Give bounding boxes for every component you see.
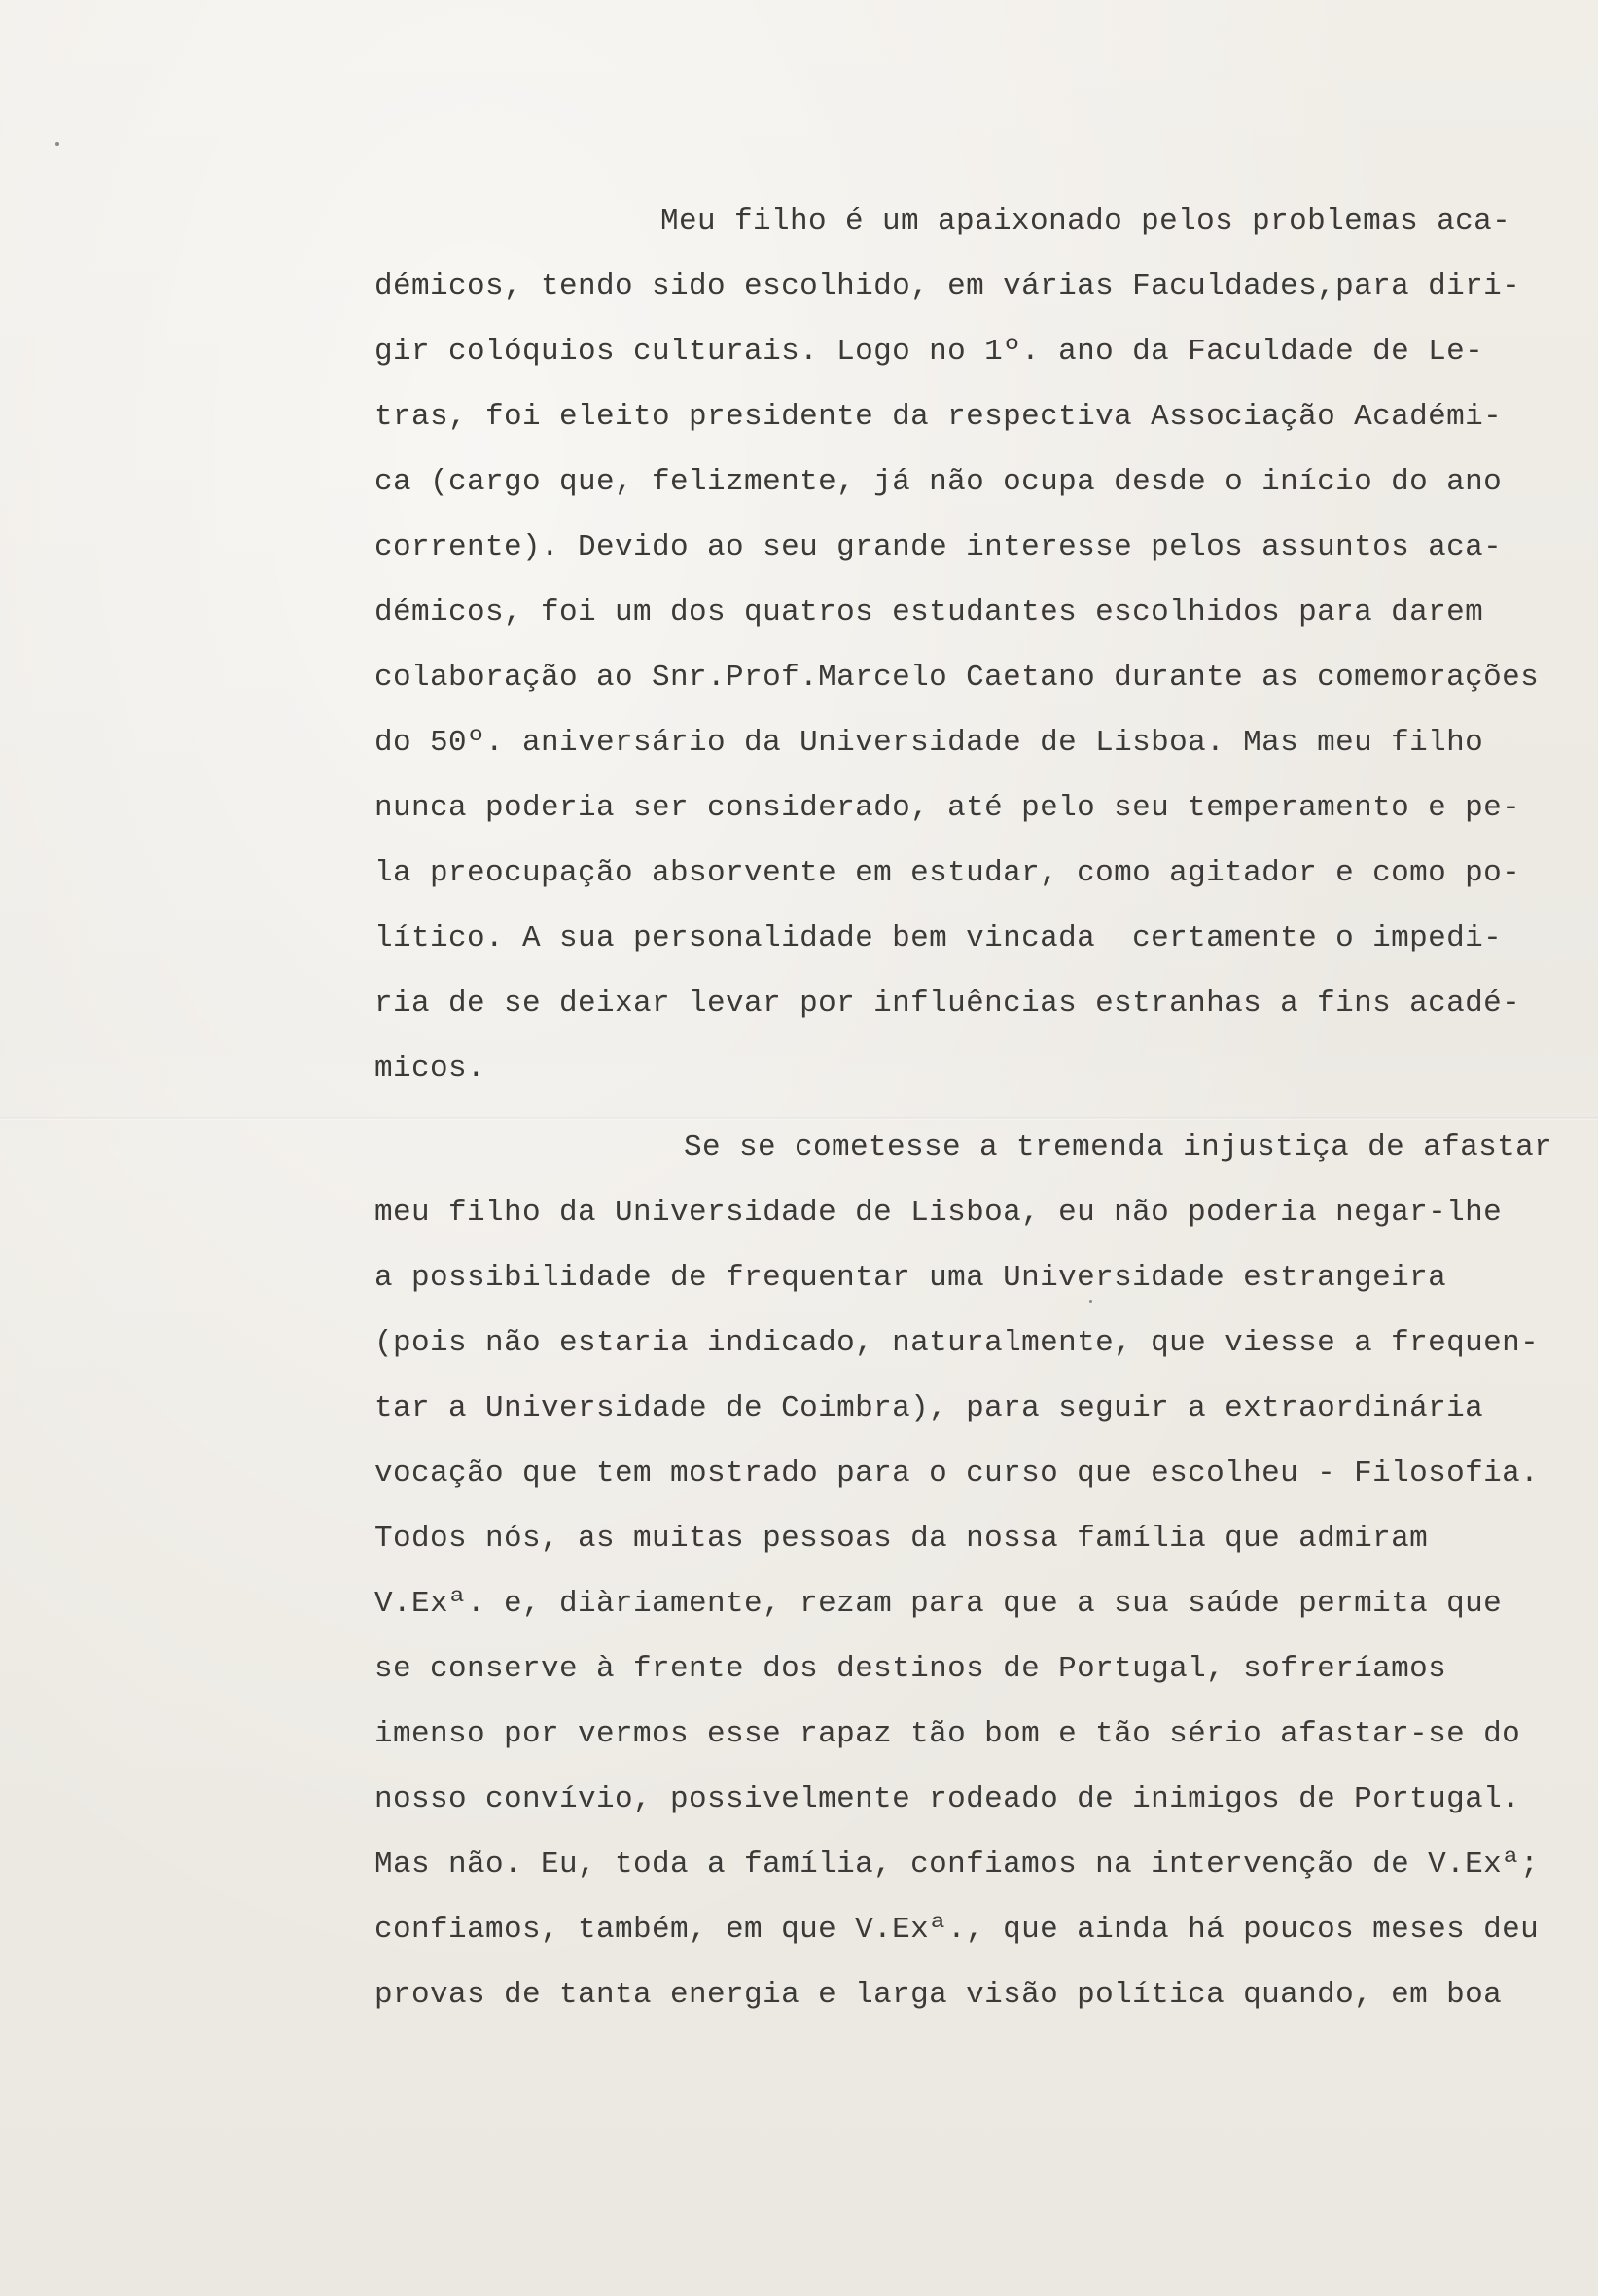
paragraph [374,189,1590,1101]
text-line: démicos, foi um dos quatros estudantes escolhidos para darem [374,595,1484,629]
text-line: Meu filho é um apaixonado pelos problemas aca- [660,204,1511,238]
text-line: gir colóquios culturais. Logo no 1º. ano da Faculdade de Le- [374,335,1484,369]
text-line: provas de tanta energia e larga visão política quando, em boa [374,1978,1503,2012]
text-line: Todos nós, as muitas pessoas da nossa família que admiram [374,1522,1429,1556]
text-line: tar a Universidade de Coimbra), para seguir a extraordinária [374,1391,1484,1425]
text-line: se conserve à frente dos destinos de Portugal, sofreríamos [374,1652,1447,1686]
text-line: nunca poderia ser considerado, até pelo seu temperamento e pe- [374,791,1521,825]
text-line: confiamos, também, em que V.Exª., que ainda há poucos meses deu [374,1913,1540,1947]
text-line: vocação que tem mostrado para o curso que escolheu - Filosofia. [374,1456,1540,1490]
text-line: Se se cometesse a tremenda injustiça de afastar [684,1130,1553,1165]
text-line: ca (cargo que, felizmente, já não ocupa desde o início do ano [374,465,1503,499]
paragraph [374,1115,1590,2027]
text-line: imenso por vermos esse rapaz tão bom e tão sério afastar-se do [374,1717,1521,1751]
paper-speck [55,142,59,146]
letter-body [374,189,1590,2027]
text-line: (pois não estaria indicado, naturalmente, que viesse a frequen- [374,1326,1540,1360]
text-line: la preocupação absorvente em estudar, como agitador e como po- [374,856,1521,890]
text-line: micos. [374,1052,486,1086]
text-line: do 50º. aniversário da Universidade de Lisboa. Mas meu filho [374,726,1484,760]
text-line: démicos, tendo sido escolhido, em várias Faculdades,para diri- [374,269,1521,304]
text-line: tras, foi eleito presidente da respectiva Associação Académi- [374,400,1503,434]
text-line: ria de se deixar levar por influências estranhas a fins acadé- [374,987,1521,1021]
text-line: nosso convívio, possivelmente rodeado de inimigos de Portugal. [374,1782,1521,1816]
text-line: lítico. A sua personalidade bem vincada certamente o impedi- [374,921,1503,955]
text-line: a possibilidade de frequentar uma Universidade estrangeira [374,1261,1447,1295]
paragraph-spacer [374,1101,1590,1115]
text-line: Mas não. Eu, toda a família, confiamos na intervenção de V.Exª; [374,1848,1540,1882]
text-line: V.Exª. e, diàriamente, rezam para que a sua saúde permita que [374,1587,1503,1621]
text-line: corrente). Devido ao seu grande interesse pelos assuntos aca- [374,530,1503,564]
text-line: meu filho da Universidade de Lisboa, eu não poderia negar-lhe [374,1196,1503,1230]
text-line: colaboração ao Snr.Prof.Marcelo Caetano durante as comemorações [374,661,1540,695]
